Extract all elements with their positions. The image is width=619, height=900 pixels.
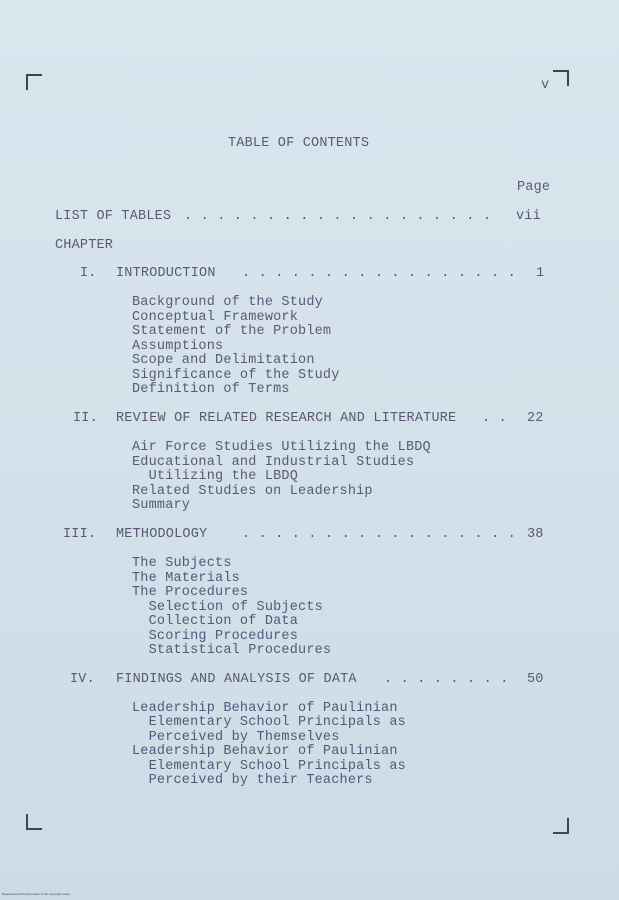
section-item: Elementary School Principals as (132, 715, 406, 730)
dot-leaders: . . . . . . . . . . . . . . . . . (242, 527, 516, 542)
crop-mark-top-right (553, 70, 569, 86)
section-item: Air Force Studies Utilizing the LBDQ (132, 440, 431, 455)
chapter-numeral: II. (73, 411, 98, 426)
chapter-title: METHODOLOGY (116, 527, 208, 542)
chapter-numeral: I. (80, 266, 97, 281)
section-item: Background of the Study (132, 295, 323, 310)
section-item: Summary (132, 498, 191, 513)
reproduction-footer: Reproduced with permission of the copyright owner (2, 892, 71, 896)
section-item: Related Studies on Leadership (132, 484, 373, 499)
entry-page: vii (516, 209, 541, 224)
chapter-page: 22 (527, 411, 544, 426)
section-item: Statistical Procedures (132, 643, 332, 658)
section-item: Educational and Industrial Studies (132, 455, 415, 470)
chapter-title: INTRODUCTION (116, 266, 216, 281)
chapter-numeral: III. (63, 527, 97, 542)
dot-leaders: . . . . . . . . . . . . . . . . . . . (184, 209, 492, 224)
chapter-title: FINDINGS AND ANALYSIS OF DATA (116, 672, 357, 687)
crop-mark-bottom-right (553, 818, 569, 834)
page-title: TABLE OF CONTENTS (228, 136, 370, 151)
section-item: Leadership Behavior of Paulinian (132, 701, 398, 716)
chapter-numeral: IV. (70, 672, 95, 687)
chapter-label: CHAPTER (55, 238, 114, 253)
section-item: The Materials (132, 571, 240, 586)
section-item: Utilizing the LBDQ (132, 469, 299, 484)
chapter-page: 50 (527, 672, 544, 687)
section-item: Leadership Behavior of Paulinian (132, 744, 398, 759)
section-item: The Procedures (132, 585, 249, 600)
dot-leaders: . . . . . . . . (384, 672, 509, 687)
chapter-title: REVIEW OF RELATED RESEARCH AND LITERATURE (116, 411, 457, 426)
section-item: Definition of Terms (132, 382, 290, 397)
section-item: Significance of the Study (132, 368, 340, 383)
section-item: Elementary School Principals as (132, 759, 406, 774)
crop-mark-top-left (26, 74, 42, 90)
chapter-page: 1 (536, 266, 545, 281)
section-item: The Subjects (132, 556, 232, 571)
section-item: Scoring Procedures (132, 629, 299, 644)
dot-leaders: . . . . . . . . . . . . . . . . . (242, 266, 516, 281)
section-item: Selection of Subjects (132, 600, 323, 615)
section-item: Assumptions (132, 339, 224, 354)
section-item: Collection of Data (132, 614, 299, 629)
chapter-page: 38 (527, 527, 544, 542)
section-item: Perceived by their Teachers (132, 773, 373, 788)
section-item: Scope and Delimitation (132, 353, 315, 368)
page-column-header: Page (517, 180, 551, 195)
crop-mark-bottom-left (26, 814, 42, 830)
section-item: Statement of the Problem (132, 324, 332, 339)
entry-title: LIST OF TABLES (55, 209, 172, 224)
section-item: Conceptual Framework (132, 310, 299, 325)
dot-leaders: . . (482, 411, 507, 426)
section-item: Perceived by Themselves (132, 730, 340, 745)
page-number: v (541, 78, 550, 93)
